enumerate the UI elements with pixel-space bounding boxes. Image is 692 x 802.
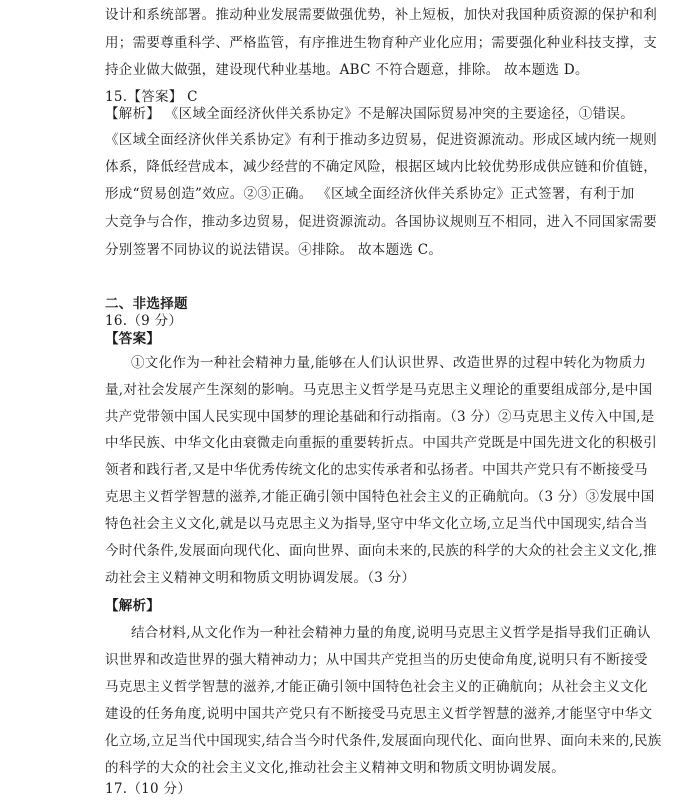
text-line: 特色社会主义文化,就是以马克思主义为指导,坚守中华文化立场,立足当代中国现实,结合当 xyxy=(105,516,648,532)
text-line: 中华民族、中华文化由衰微走向重振的重要转折点。中国共产党既是中国先进文化的积极引 xyxy=(105,435,657,451)
question-number: 16.（9 分） xyxy=(105,313,183,329)
text-line: 《区域全面经济伙伴关系协定》有利于推动多边贸易，促进资源流动。形成区域内统一规则 xyxy=(105,132,657,148)
text-line: 克思主义哲学智慧的滋养,才能正确引领中国特色社会主义的正确航向。（3 分）③发展中国 xyxy=(105,489,655,505)
text-line: 领者和践行者,又是中华优秀传统文化的忠实传承者和弘扬者。中国共产党只有不断接受马 xyxy=(105,462,648,478)
question-number: 17.（10 分） xyxy=(105,781,192,797)
text-line: 形成“贸易创造”效应。②③正确。 《区域全面经济伙伴关系协定》正式签署，有利于加 xyxy=(105,186,635,202)
text-line: 【解析】 《区域全面经济伙伴关系协定》不是解决国际贸易冲突的主要途径，①错误。 xyxy=(105,106,634,122)
text-line: 结合材料,从文化作为一种社会精神力量的角度,说明马克思主义哲学是指导我们正确认 xyxy=(131,625,651,641)
analysis-label: 【解析】 xyxy=(105,598,161,614)
text-line: 建设的任务角度,说明中国共产党只有不断接受马克思主义哲学智慧的滋养,才能坚守中华文 xyxy=(105,706,653,722)
answer-heading: 15.【答案】 C xyxy=(105,89,198,105)
text-line: 动社会主义精神文明和物质文明协调发展。（3 分） xyxy=(105,570,416,586)
text-line: 大竞争与合作，推动多边贸易，促进资源流动。各国协议规则互不相同，进入不同国家需要 xyxy=(105,214,657,230)
section-heading: 二、非选择题 xyxy=(105,296,188,312)
text-line: 识世界和改造世界的强大精神动力；从中国共产党担当的历史使命角度,说明只有不断接受 xyxy=(105,652,648,668)
text-line: 共产党带领中国人民实现中国梦的理论基础和行动指南。（3 分）②马克思主义传入中国,是 xyxy=(105,409,655,425)
text-line: 马克思主义哲学智慧的滋养,才能正确引领中国特色社会主义的正确航向；从社会主义文化 xyxy=(105,679,648,695)
text-line: 量,对社会发展产生深刻的影响。马克思主义哲学是马克思主义理论的重要组成部分,是中国 xyxy=(105,382,653,398)
text-line: ①文化作为一种社会精神力量,能够在人们认识世界、改造世界的过程中转化为物质力 xyxy=(131,355,647,371)
text-line: 设计和系统部署。推动种业发展需要做强优势，补上短板，加快对我国种质资源的保护和利 xyxy=(105,7,657,23)
text-line: 的科学的大众的社会主义文化,推动社会主义精神文明和物质文明协调发展。 xyxy=(105,760,565,776)
text-line: 用；需要尊重科学、严格监管，有序推进生物育种产业化应用；需要强化种业科技支撑，支 xyxy=(105,35,657,51)
text-line: 持企业做大做强，建设现代种业基地。ABC 不符合题意，排除。 故本题选 D。 xyxy=(105,62,589,78)
text-line: 化立场,立足当代中国现实,结合当今时代条件,发展面向现代化、面向世界、面向未来的,民族 xyxy=(105,733,662,749)
text-line: 今时代条件,发展面向现代化、面向世界、面向未来的,民族的科学的大众的社会主义文化,推 xyxy=(105,543,657,559)
text-line: 分别签署不同协议的说法错误。④排除。 故本题选 C。 xyxy=(105,242,443,258)
text-line: 体系，降低经营成本，减少经营的不确定风险，根据区域内比较优势形成供应链和价值链， xyxy=(105,159,657,175)
answer-label: 【答案】 xyxy=(105,331,161,347)
